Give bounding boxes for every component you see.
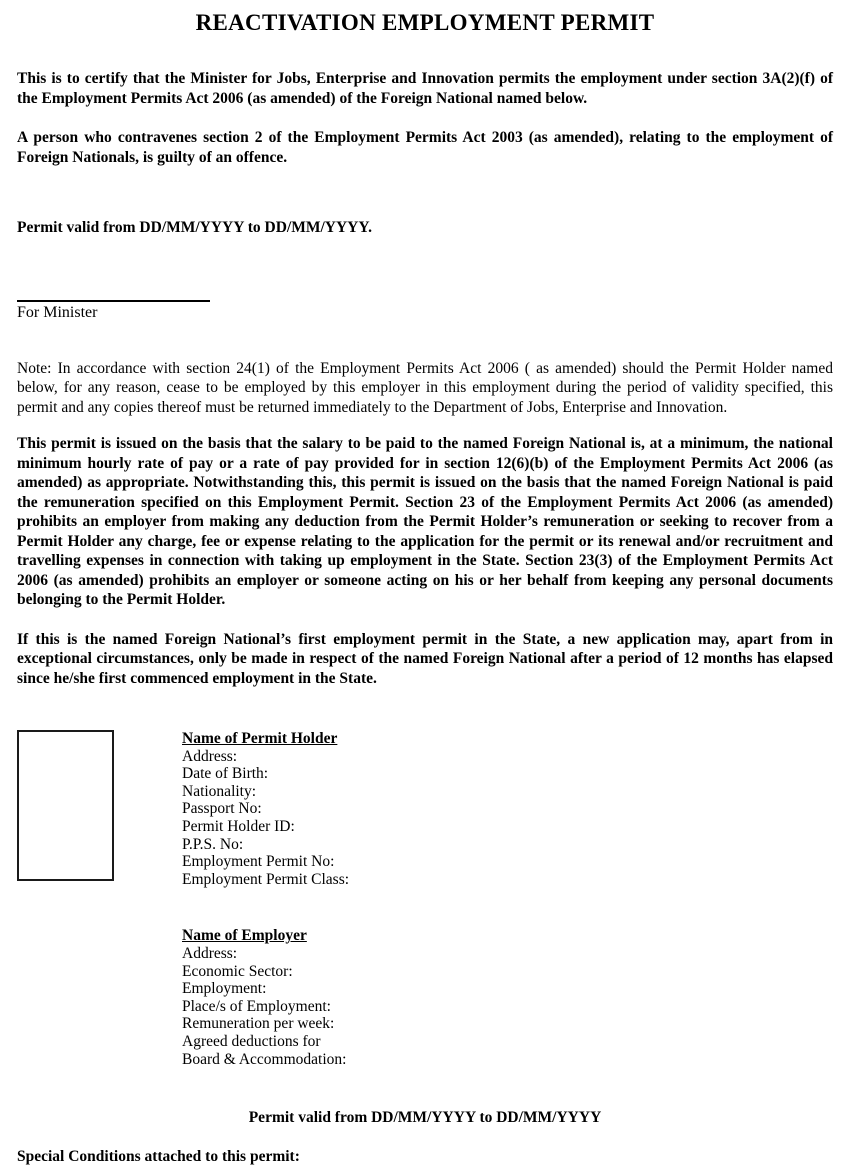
footer-validity-line: Permit valid from DD/MM/YYYY to DD/MM/YYYY bbox=[248, 1109, 602, 1127]
employer-field-board-accommodation: Board & Accommodation: bbox=[182, 1050, 347, 1068]
special-conditions-label: Special Conditions attached to this permit: bbox=[17, 1148, 300, 1166]
permit-holder-field-pps-no: P.P.S. No: bbox=[182, 835, 244, 853]
employer-field-address: Address: bbox=[182, 944, 238, 962]
permit-holder-fields bbox=[182, 730, 349, 888]
employer-field-places-of-employment: Place/s of Employment: bbox=[182, 997, 331, 1015]
offence-paragraph: A person who contravenes section 2 of the Employment Permits Act 2003 (as amended), relating to the employment of Foreign Nationals, is guilty of an offence. bbox=[17, 129, 833, 166]
salary-paragraph: This permit is issued on the basis that the salary to be paid to the named Foreign National is, at a minimum, the national minimum hourly rate of pay or a rate of pay provided for in section 12(6)(b) of the Employment Permits Act 2006 (as amended) as appropriate. Notwithstanding this, this permit is issued on the basis that the named Foreign National is paid the remuneration specified on this Employment Permit. Section 23 of the Employment Permits Act 2006 (as amended) prohibits an employer from making any deduction from the Permit Holder’s remuneration or seeking to recover from a Permit Holder any charge, fee or expense relating to the application for the permit or its renewal and/or recruitment and travelling expenses in connection with taking up employment in the State. Section 23(3) of the Employment Permits Act 2006 (as amended) prohibits an employer or someone acting on his or her behalf from keeping any personal documents belonging to the Permit Holder. bbox=[17, 435, 833, 608]
permit-holder-field-passport-no: Passport No: bbox=[182, 800, 262, 818]
permit-holder-field-permit-holder-id: Permit Holder ID: bbox=[182, 817, 295, 835]
employer-field-remuneration-per-week: Remuneration per week: bbox=[182, 1015, 335, 1033]
employer-section bbox=[182, 927, 833, 1068]
first-permit-paragraph: If this is the named Foreign National’s first employment permit in the State, a new application may, apart from in exceptional circumstances, only be made in respect of the named Foreign National after a period of 12 months has elapsed since he/she first commenced employment in the State. bbox=[17, 630, 833, 687]
photo-placeholder-box bbox=[17, 730, 114, 881]
page-title: REACTIVATION EMPLOYMENT PERMIT bbox=[195, 10, 655, 35]
permit-holder-heading: Name of Permit Holder bbox=[182, 730, 338, 747]
permit-holder-field-employment-permit-no: Employment Permit No: bbox=[182, 853, 335, 871]
permit-holder-field-nationality: Nationality: bbox=[182, 782, 257, 800]
intro-paragraph: This is to certify that the Minister for Jobs, Enterprise and Innovation permits the employment under section 3A(2)(f) of the Employment Permits Act 2006 (as amended) of the Foreign National named below. bbox=[17, 70, 833, 107]
employer-field-employment: Employment: bbox=[182, 980, 267, 998]
employer-field-economic-sector: Economic Sector: bbox=[182, 962, 293, 980]
employer-heading: Name of Employer bbox=[182, 927, 307, 945]
note-paragraph: Note: In accordance with section 24(1) of the Employment Permits Act 2006 ( as amended) should the Permit Holder named below, for any reason, cease to be employed by this employer in this employment during the period of validity specified, this permit and any copies thereof must be returned immediately to the Department of Jobs, Enterprise and Innovation. bbox=[17, 359, 833, 416]
validity-line: Permit valid from DD/MM/YYYY to DD/MM/YYYY. bbox=[17, 219, 372, 236]
document-page bbox=[0, 10, 851, 1166]
permit-holder-section bbox=[17, 730, 833, 888]
permit-holder-field-address: Address: bbox=[182, 747, 238, 765]
signature-label: For Minister bbox=[17, 303, 98, 321]
permit-holder-field-date-of-birth: Date of Birth: bbox=[182, 765, 269, 783]
permit-holder-field-employment-permit-class: Employment Permit Class: bbox=[182, 870, 350, 888]
employer-field-agreed-deductions: Agreed deductions for bbox=[182, 1032, 321, 1050]
signature-line bbox=[17, 300, 210, 302]
